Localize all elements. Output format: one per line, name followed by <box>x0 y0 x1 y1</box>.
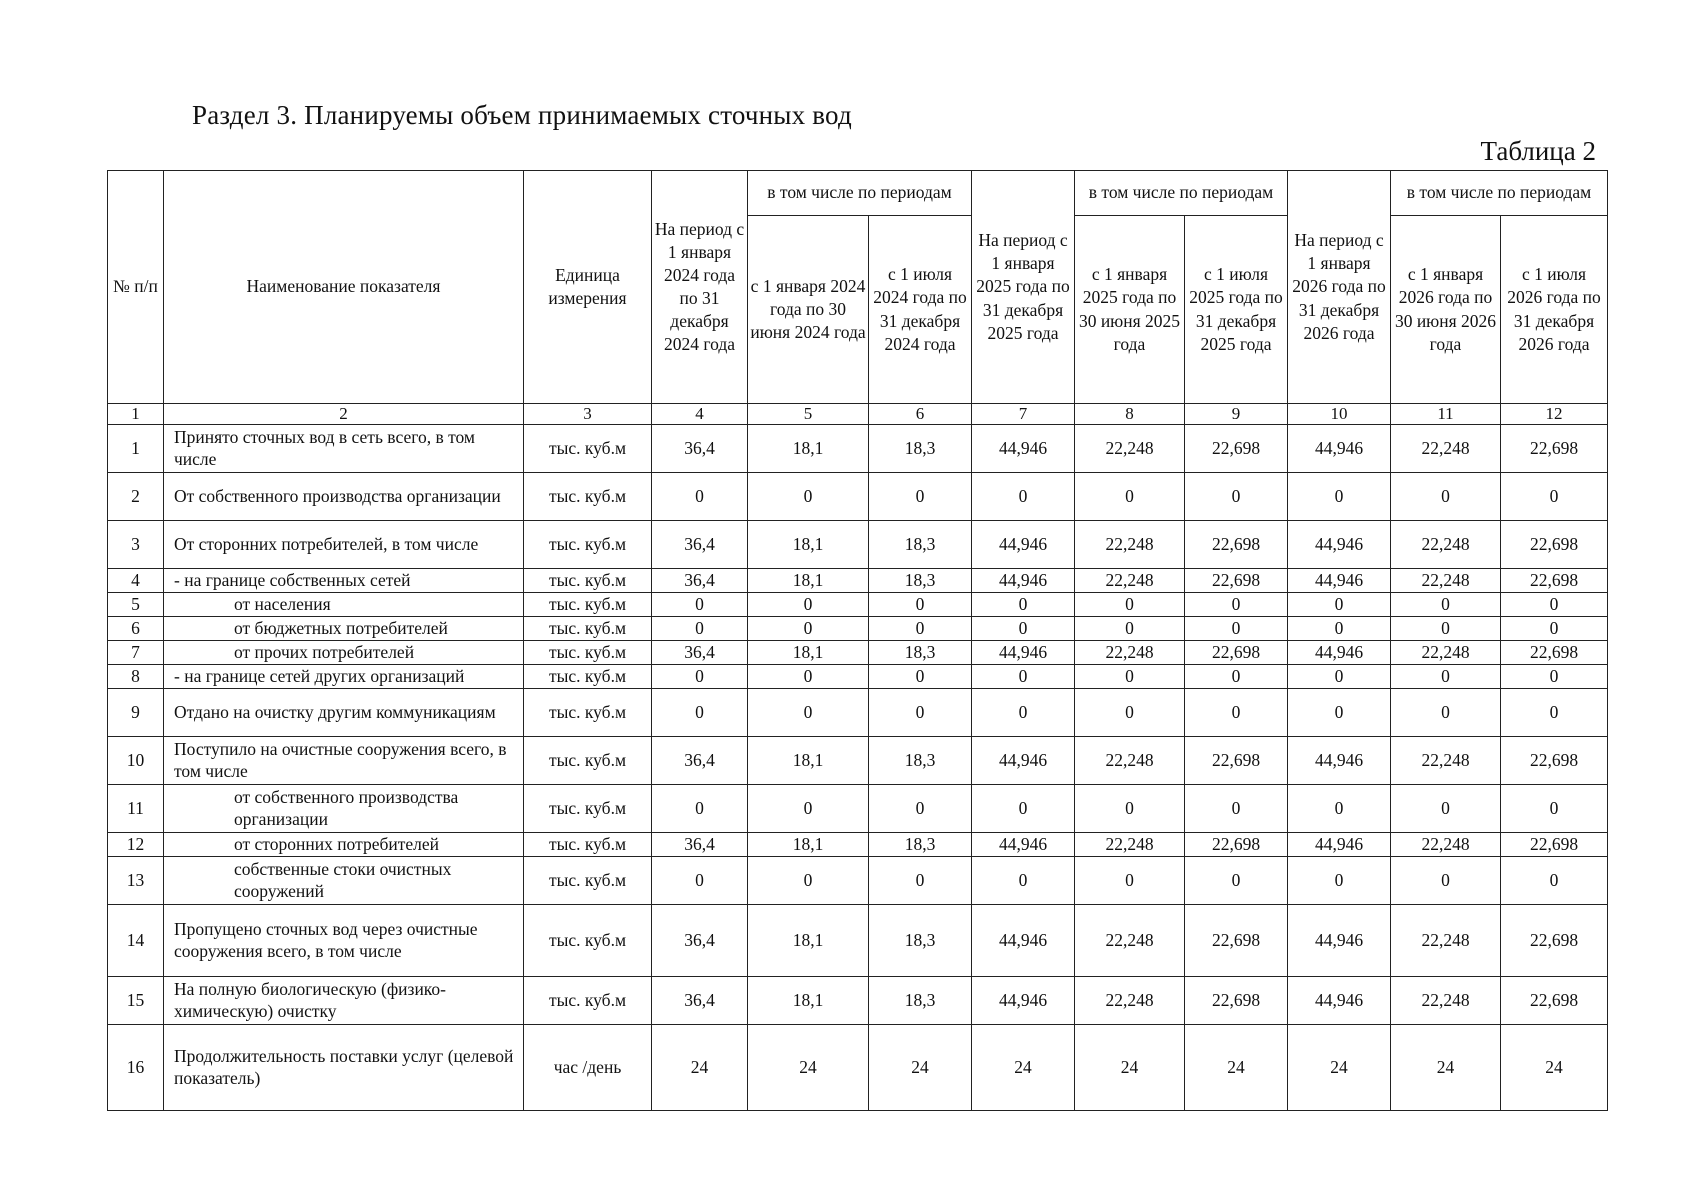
row-number: 7 <box>108 641 164 665</box>
header-subperiods-2025: в том числе по периодам <box>1075 171 1288 216</box>
value-cell: 0 <box>1391 617 1501 641</box>
value-cell: 22,248 <box>1391 641 1501 665</box>
value-cell: 22,248 <box>1075 905 1185 977</box>
row-number: 6 <box>108 617 164 641</box>
value-cell: 22,698 <box>1501 641 1608 665</box>
value-cell: 0 <box>1501 617 1608 641</box>
value-cell: 44,946 <box>1288 737 1391 785</box>
value-cell: 0 <box>1185 857 1288 905</box>
indicator-name: от сторонних потребителей <box>164 833 524 857</box>
value-cell: 18,1 <box>748 641 869 665</box>
value-cell: 18,3 <box>869 833 972 857</box>
unit-cell: тыс. куб.м <box>524 977 652 1025</box>
header-row <box>108 171 1608 216</box>
column-number: 9 <box>1185 404 1288 425</box>
row-number: 5 <box>108 593 164 617</box>
unit-cell: тыс. куб.м <box>524 665 652 689</box>
value-cell: 0 <box>1075 665 1185 689</box>
value-cell: 44,946 <box>1288 641 1391 665</box>
table-row <box>108 521 1608 569</box>
value-cell: 22,248 <box>1075 737 1185 785</box>
value-cell: 22,248 <box>1391 833 1501 857</box>
value-cell: 44,946 <box>972 425 1075 473</box>
table-row <box>108 737 1608 785</box>
indicator-name: от собственного производства организации <box>164 785 524 833</box>
table-row <box>108 425 1608 473</box>
value-cell: 22,248 <box>1391 977 1501 1025</box>
header-period-2026: На период с 1 января 2026 года по 31 декабря 2026 года <box>1288 171 1391 404</box>
indicator-name: На полную биологическую (физико-химическую) очистку <box>164 977 524 1025</box>
row-number: 1 <box>108 425 164 473</box>
header-unit: Единица измерения <box>524 171 652 404</box>
value-cell: 24 <box>652 1025 748 1111</box>
value-cell: 24 <box>1391 1025 1501 1111</box>
unit-cell: тыс. куб.м <box>524 737 652 785</box>
value-cell: 0 <box>869 593 972 617</box>
indicator-name: От сторонних потребителей, в том числе <box>164 521 524 569</box>
value-cell: 22,248 <box>1391 425 1501 473</box>
row-number: 11 <box>108 785 164 833</box>
value-cell: 36,4 <box>652 977 748 1025</box>
value-cell: 18,1 <box>748 737 869 785</box>
value-cell: 0 <box>652 689 748 737</box>
row-number: 16 <box>108 1025 164 1111</box>
value-cell: 0 <box>652 473 748 521</box>
value-cell: 0 <box>1391 689 1501 737</box>
table-row <box>108 833 1608 857</box>
value-cell: 0 <box>652 617 748 641</box>
table-row <box>108 569 1608 593</box>
value-cell: 44,946 <box>1288 521 1391 569</box>
header-name: Наименование показателя <box>164 171 524 404</box>
value-cell: 18,1 <box>748 833 869 857</box>
value-cell: 0 <box>1185 689 1288 737</box>
value-cell: 22,248 <box>1075 977 1185 1025</box>
header-h2-2025: с 1 июля 2025 года по 31 декабря 2025 года <box>1185 216 1288 404</box>
indicator-name: от прочих потребителей <box>164 641 524 665</box>
value-cell: 44,946 <box>972 521 1075 569</box>
value-cell: 22,248 <box>1391 569 1501 593</box>
value-cell: 0 <box>748 665 869 689</box>
value-cell: 0 <box>652 785 748 833</box>
indicator-name: от населения <box>164 593 524 617</box>
value-cell: 18,1 <box>748 977 869 1025</box>
table-row <box>108 473 1608 521</box>
value-cell: 22,698 <box>1501 977 1608 1025</box>
value-cell: 0 <box>1391 665 1501 689</box>
value-cell: 44,946 <box>1288 833 1391 857</box>
value-cell: 24 <box>1288 1025 1391 1111</box>
table-row <box>108 905 1608 977</box>
value-cell: 0 <box>1185 785 1288 833</box>
value-cell: 22,248 <box>1391 905 1501 977</box>
value-cell: 0 <box>1075 593 1185 617</box>
value-cell: 0 <box>869 689 972 737</box>
table-row <box>108 641 1608 665</box>
unit-cell: тыс. куб.м <box>524 857 652 905</box>
row-number: 2 <box>108 473 164 521</box>
column-number: 10 <box>1288 404 1391 425</box>
value-cell: 44,946 <box>1288 425 1391 473</box>
indicator-name: Пропущено сточных вод через очистные сооружения всего, в том числе <box>164 905 524 977</box>
value-cell: 0 <box>1075 689 1185 737</box>
value-cell: 22,698 <box>1185 641 1288 665</box>
column-number: 8 <box>1075 404 1185 425</box>
value-cell: 18,1 <box>748 569 869 593</box>
unit-cell: тыс. куб.м <box>524 689 652 737</box>
value-cell: 36,4 <box>652 737 748 785</box>
indicator-name: - на границе сетей других организаций <box>164 665 524 689</box>
value-cell: 0 <box>1501 473 1608 521</box>
column-number: 5 <box>748 404 869 425</box>
header-subperiods-2024: в том числе по периодам <box>748 171 972 216</box>
row-number: 3 <box>108 521 164 569</box>
table-body <box>108 425 1608 1111</box>
value-cell: 0 <box>869 473 972 521</box>
indicator-name: От собственного производства организации <box>164 473 524 521</box>
indicator-name: Продолжительность поставки услуг (целевой показатель) <box>164 1025 524 1111</box>
value-cell: 22,248 <box>1075 521 1185 569</box>
value-cell: 36,4 <box>652 521 748 569</box>
value-cell: 22,698 <box>1185 425 1288 473</box>
value-cell: 0 <box>1185 593 1288 617</box>
value-cell: 36,4 <box>652 905 748 977</box>
table-row <box>108 593 1608 617</box>
row-number: 9 <box>108 689 164 737</box>
unit-cell: тыс. куб.м <box>524 905 652 977</box>
indicator-name: собственные стоки очистных сооружений <box>164 857 524 905</box>
value-cell: 18,3 <box>869 905 972 977</box>
value-cell: 0 <box>1288 689 1391 737</box>
table-row <box>108 785 1608 833</box>
column-number: 2 <box>164 404 524 425</box>
value-cell: 0 <box>1185 617 1288 641</box>
header-period-2024: На период с 1 января 2024 года по 31 декабря 2024 года <box>652 171 748 404</box>
indicator-name: Поступило на очистные сооружения всего, в том числе <box>164 737 524 785</box>
table-row <box>108 665 1608 689</box>
value-cell: 0 <box>1075 785 1185 833</box>
value-cell: 22,698 <box>1501 737 1608 785</box>
value-cell: 24 <box>972 1025 1075 1111</box>
indicator-name: - на границе собственных сетей <box>164 569 524 593</box>
value-cell: 44,946 <box>972 737 1075 785</box>
value-cell: 0 <box>1501 689 1608 737</box>
column-number: 12 <box>1501 404 1608 425</box>
value-cell: 44,946 <box>972 977 1075 1025</box>
value-cell: 24 <box>869 1025 972 1111</box>
row-number: 10 <box>108 737 164 785</box>
unit-cell: тыс. куб.м <box>524 833 652 857</box>
value-cell: 22,248 <box>1075 641 1185 665</box>
header-h1-2025: с 1 января 2025 года по 30 июня 2025 года <box>1075 216 1185 404</box>
value-cell: 0 <box>1288 473 1391 521</box>
table-row <box>108 689 1608 737</box>
value-cell: 44,946 <box>972 905 1075 977</box>
value-cell: 44,946 <box>1288 905 1391 977</box>
value-cell: 0 <box>1391 593 1501 617</box>
value-cell: 0 <box>972 593 1075 617</box>
column-number: 11 <box>1391 404 1501 425</box>
value-cell: 0 <box>652 593 748 617</box>
value-cell: 0 <box>1501 785 1608 833</box>
row-number: 13 <box>108 857 164 905</box>
value-cell: 24 <box>1075 1025 1185 1111</box>
value-cell: 0 <box>972 617 1075 641</box>
value-cell: 24 <box>1501 1025 1608 1111</box>
value-cell: 44,946 <box>972 569 1075 593</box>
row-number: 12 <box>108 833 164 857</box>
value-cell: 0 <box>1391 473 1501 521</box>
row-number: 15 <box>108 977 164 1025</box>
value-cell: 18,1 <box>748 905 869 977</box>
value-cell: 44,946 <box>972 833 1075 857</box>
value-cell: 36,4 <box>652 425 748 473</box>
unit-cell: тыс. куб.м <box>524 521 652 569</box>
value-cell: 18,3 <box>869 425 972 473</box>
value-cell: 24 <box>1185 1025 1288 1111</box>
value-cell: 22,248 <box>1075 833 1185 857</box>
indicator-name: Принято сточных вод в сеть всего, в том числе <box>164 425 524 473</box>
value-cell: 0 <box>1501 857 1608 905</box>
value-cell: 0 <box>1075 857 1185 905</box>
unit-cell: тыс. куб.м <box>524 617 652 641</box>
value-cell: 22,248 <box>1391 737 1501 785</box>
value-cell: 18,3 <box>869 737 972 785</box>
column-number: 6 <box>869 404 972 425</box>
column-number: 4 <box>652 404 748 425</box>
value-cell: 18,1 <box>748 521 869 569</box>
value-cell: 0 <box>869 857 972 905</box>
wastewater-volume-table <box>107 170 1608 1111</box>
header-h1-2026: с 1 января 2026 года по 30 июня 2026 года <box>1391 216 1501 404</box>
value-cell: 22,698 <box>1185 833 1288 857</box>
value-cell: 0 <box>869 785 972 833</box>
value-cell: 0 <box>869 617 972 641</box>
value-cell: 0 <box>1185 665 1288 689</box>
value-cell: 22,698 <box>1185 521 1288 569</box>
header-num: № п/п <box>108 171 164 404</box>
column-number-row <box>108 404 1608 425</box>
value-cell: 0 <box>1391 785 1501 833</box>
row-number: 4 <box>108 569 164 593</box>
value-cell: 0 <box>652 857 748 905</box>
table-row <box>108 1025 1608 1111</box>
indicator-name: Отдано на очистку другим коммуникациям <box>164 689 524 737</box>
value-cell: 18,1 <box>748 425 869 473</box>
value-cell: 36,4 <box>652 833 748 857</box>
value-cell: 18,3 <box>869 977 972 1025</box>
row-number: 14 <box>108 905 164 977</box>
table-row <box>108 977 1608 1025</box>
value-cell: 0 <box>1288 617 1391 641</box>
value-cell: 36,4 <box>652 641 748 665</box>
value-cell: 18,3 <box>869 521 972 569</box>
column-number: 1 <box>108 404 164 425</box>
value-cell: 22,698 <box>1185 905 1288 977</box>
value-cell: 36,4 <box>652 569 748 593</box>
value-cell: 0 <box>972 689 1075 737</box>
value-cell: 22,698 <box>1501 521 1608 569</box>
header-h2-2026: с 1 июля 2026 года по 31 декабря 2026 года <box>1501 216 1608 404</box>
value-cell: 0 <box>748 593 869 617</box>
value-cell: 0 <box>1075 617 1185 641</box>
value-cell: 22,698 <box>1185 977 1288 1025</box>
value-cell: 0 <box>1288 593 1391 617</box>
value-cell: 22,698 <box>1501 569 1608 593</box>
value-cell: 0 <box>748 689 869 737</box>
value-cell: 0 <box>1288 857 1391 905</box>
value-cell: 0 <box>972 665 1075 689</box>
value-cell: 0 <box>869 665 972 689</box>
unit-cell: тыс. куб.м <box>524 785 652 833</box>
value-cell: 0 <box>748 857 869 905</box>
value-cell: 0 <box>748 617 869 641</box>
header-subperiods-2026: в том числе по периодам <box>1391 171 1608 216</box>
column-number: 7 <box>972 404 1075 425</box>
header-period-2025: На период с 1 января 2025 года по 31 декабря 2025 года <box>972 171 1075 404</box>
header-h2-2024: с 1 июля 2024 года по 31 декабря 2024 года <box>869 216 972 404</box>
value-cell: 0 <box>1075 473 1185 521</box>
value-cell: 44,946 <box>1288 569 1391 593</box>
value-cell: 22,248 <box>1075 425 1185 473</box>
header-h1-2024: с 1 января 2024 года по 30 июня 2024 года <box>748 216 869 404</box>
table-label: Таблица 2 <box>1480 136 1596 166</box>
value-cell: 0 <box>972 857 1075 905</box>
value-cell: 22,248 <box>1391 521 1501 569</box>
value-cell: 0 <box>1185 473 1288 521</box>
value-cell: 0 <box>748 785 869 833</box>
value-cell: 22,698 <box>1185 569 1288 593</box>
row-number: 8 <box>108 665 164 689</box>
column-number: 3 <box>524 404 652 425</box>
value-cell: 44,946 <box>1288 977 1391 1025</box>
value-cell: 44,946 <box>972 641 1075 665</box>
value-cell: 22,698 <box>1501 425 1608 473</box>
value-cell: 22,698 <box>1501 833 1608 857</box>
unit-cell: час /день <box>524 1025 652 1111</box>
value-cell: 22,698 <box>1185 737 1288 785</box>
value-cell: 0 <box>652 665 748 689</box>
table-row <box>108 857 1608 905</box>
unit-cell: тыс. куб.м <box>524 425 652 473</box>
value-cell: 22,248 <box>1075 569 1185 593</box>
unit-cell: тыс. куб.м <box>524 593 652 617</box>
value-cell: 22,698 <box>1501 905 1608 977</box>
value-cell: 24 <box>748 1025 869 1111</box>
value-cell: 0 <box>1501 593 1608 617</box>
indicator-name: от бюджетных потребителей <box>164 617 524 641</box>
value-cell: 0 <box>748 473 869 521</box>
unit-cell: тыс. куб.м <box>524 641 652 665</box>
value-cell: 18,3 <box>869 569 972 593</box>
page-title: Раздел 3. Планируемы объем принимаемых сточных вод <box>192 100 852 130</box>
value-cell: 0 <box>1501 665 1608 689</box>
value-cell: 0 <box>1288 785 1391 833</box>
unit-cell: тыс. куб.м <box>524 473 652 521</box>
value-cell: 0 <box>1288 665 1391 689</box>
value-cell: 0 <box>972 473 1075 521</box>
table-row <box>108 617 1608 641</box>
unit-cell: тыс. куб.м <box>524 569 652 593</box>
value-cell: 0 <box>1391 857 1501 905</box>
value-cell: 0 <box>972 785 1075 833</box>
value-cell: 18,3 <box>869 641 972 665</box>
